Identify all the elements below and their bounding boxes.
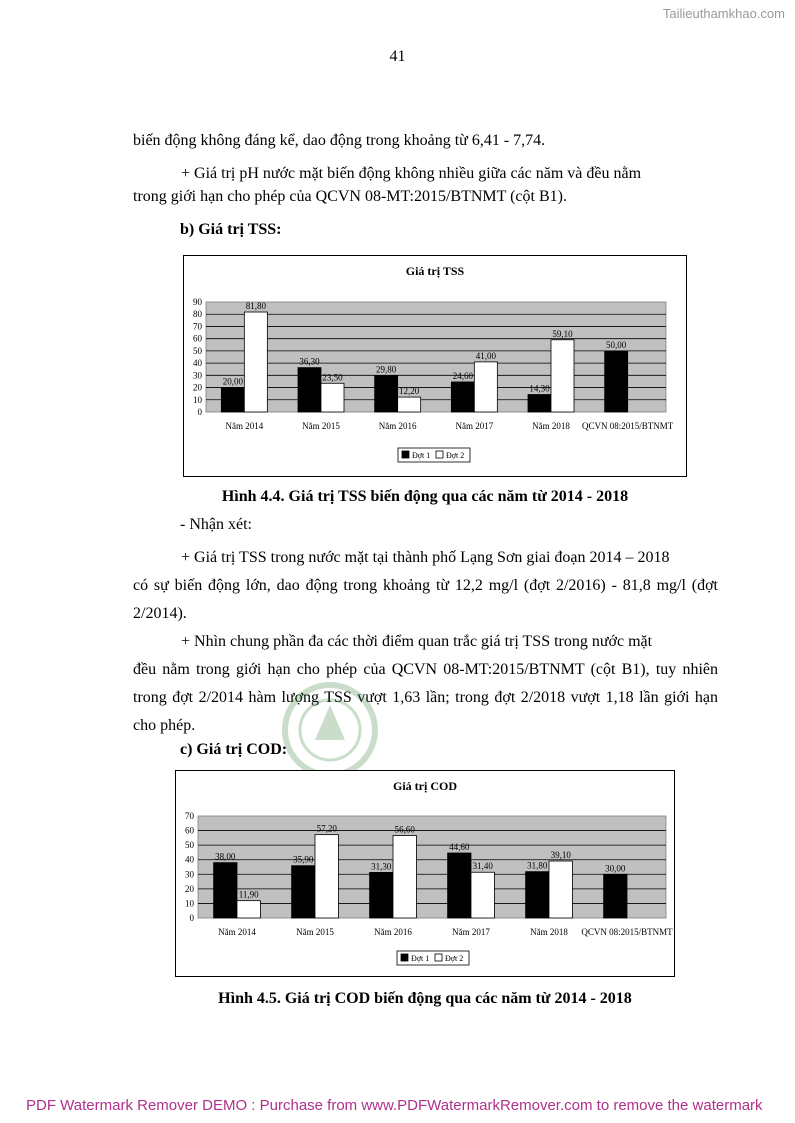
paragraph-ph-line2: trong giới hạn cho phép của QCVN 08-MT:2015/BTNMT (cột B1).: [133, 188, 567, 205]
tss-chart-title: Giá trị TSS: [405, 264, 465, 278]
cod-y-tick-label: 60: [185, 825, 194, 836]
tss-y-tick-label: 20: [193, 382, 202, 393]
cod-y-tick-label: 0: [189, 913, 194, 923]
tss-x-label: Năm 2015: [302, 421, 340, 431]
tss-bar-1: [298, 368, 321, 412]
cod-data-label: 31,80: [527, 860, 548, 871]
tss-data-label: 59,10: [552, 328, 573, 339]
cod-bar-2: [237, 901, 260, 918]
cod-bar-1: [604, 874, 627, 918]
cod-legend-swatch-1: [401, 954, 408, 961]
cod-y-tick-label: 50: [185, 840, 194, 851]
watermark-notice: PDF Watermark Remover DEMO : Purchase from www.PDFWatermarkRemover.com to remove the watermark: [26, 1097, 763, 1114]
site-name: Tailieuthamkhao.com: [662, 6, 785, 21]
cod-chart: [175, 770, 675, 977]
cod-bar-1: [214, 863, 237, 918]
tss-y-tick-label: 0: [197, 407, 202, 417]
cod-data-label: 38,00: [215, 851, 236, 862]
heading-tss: b) Giá trị TSS:: [180, 221, 282, 238]
tss-y-tick-label: 10: [193, 394, 202, 405]
paragraph-tss-rest: có sự biến động lớn, dao động trong khoảng từ 12,2 mg/l (đợt 2/2016) - 81,8 mg/l (đợt 2/2014).: [133, 577, 718, 622]
figure-caption-4-4: Hình 4.4. Giá trị TSS biến động qua các năm từ 2014 - 2018: [221, 488, 629, 505]
tss-bar-1: [221, 388, 244, 412]
tss-data-label: 24,60: [452, 370, 473, 381]
tss-x-label: Năm 2014: [225, 421, 264, 431]
figure-caption-4-5: Hình 4.5. Giá trị COD biến động qua các năm từ 2014 - 2018: [218, 990, 632, 1007]
cod-bar-1: [526, 872, 549, 918]
cod-legend-label-1: Đợt 1: [411, 954, 430, 963]
tss-bar-2: [321, 383, 344, 412]
tss-data-label: 81,80: [245, 301, 266, 312]
tss-data-label: 36,30: [299, 356, 320, 367]
heading-cod: c) Giá trị COD:: [180, 741, 288, 758]
remark-label: - Nhận xét:: [180, 516, 252, 533]
cod-data-label: 30,00: [605, 863, 626, 874]
cod-data-label: 35,90: [293, 854, 314, 865]
tss-y-tick-label: 40: [193, 358, 202, 369]
tss-bar-1: [528, 395, 551, 412]
university-seal-watermark: [270, 440, 570, 770]
cod-y-tick-label: 20: [185, 883, 194, 894]
tss-legend-label-2: Đợt 2: [446, 451, 465, 460]
cod-bar-1: [370, 872, 393, 918]
cod-chart-svg: [176, 771, 674, 976]
tss-y-tick-label: 80: [193, 309, 202, 320]
paragraph-ph-range: biến động không đáng kể, dao động trong khoảng từ 6,41 - 7,74.: [133, 132, 546, 149]
cod-x-label: QCVN 08:2015/BTNMT: [581, 927, 673, 937]
cod-x-label: Năm 2016: [374, 927, 412, 937]
tss-bar-1: [451, 382, 474, 412]
tss-data-label: 12,20: [399, 386, 420, 397]
tss-data-label: 50,00: [606, 339, 627, 350]
tss-x-label: Năm 2018: [532, 421, 570, 431]
cod-bar-2: [315, 835, 338, 918]
cod-legend-swatch-2: [435, 954, 442, 961]
tss-y-tick-label: 70: [193, 321, 202, 332]
tss-bar-1: [605, 351, 628, 412]
cod-y-tick-label: 10: [185, 898, 194, 909]
tss-data-label: 23,50: [322, 372, 343, 383]
tss-data-label: 29,80: [376, 364, 397, 375]
tss-y-tick-label: 90: [193, 297, 202, 307]
paragraph-tss-line1: + Giá trị TSS trong nước mặt tại thành phố Lạng Sơn giai đoạn 2014 – 2018: [181, 549, 670, 566]
page-number: 41: [389, 48, 406, 65]
cod-data-label: 31,30: [371, 861, 392, 872]
cod-x-label: Năm 2018: [530, 927, 568, 937]
cod-bar-2: [393, 836, 416, 918]
tss-x-label: Năm 2016: [378, 421, 417, 431]
cod-plot-area: [198, 816, 666, 918]
tss-y-tick-label: 50: [193, 345, 202, 356]
tss-data-label: 20,00: [222, 376, 243, 387]
paragraph-ph-line1: + Giá trị pH nước mặt biến động không nhiều giữa các năm và đều nằm: [181, 165, 642, 182]
tss-data-label: 14,30: [529, 383, 550, 394]
cod-y-tick-label: 70: [185, 811, 194, 821]
cod-legend-label-2: Đợt 2: [445, 954, 464, 963]
cod-bar-1: [292, 866, 315, 918]
cod-legend: [397, 951, 469, 965]
tss-y-tick-label: 60: [193, 333, 202, 344]
paragraph-tss-limit-rest: đều nằm trong giới hạn cho phép của QCVN 08-MT:2015/BTNMT (cột B1), tuy nhiên trong đợt 2/2014 hàm lượng TSS vượt 1,63 lần; trong đợt 2/2018 vượt 1,18 lần giới hạn cho phép.: [133, 661, 718, 734]
tss-bar-2: [551, 340, 574, 412]
cod-data-label: 31,40: [472, 861, 493, 872]
tss-y-tick-label: 30: [193, 370, 202, 381]
cod-x-label: Năm 2015: [296, 927, 334, 937]
tss-bar-2: [398, 397, 421, 412]
cod-y-tick-label: 40: [185, 854, 194, 865]
cod-data-label: 44,60: [449, 842, 470, 853]
tss-bar-2: [474, 362, 497, 412]
tss-bar-2: [244, 312, 267, 412]
cod-data-label: 39,10: [550, 850, 571, 861]
cod-chart-title: Giá trị COD: [393, 779, 457, 793]
tss-legend-label-1: Đợt 1: [412, 451, 431, 460]
cod-data-label: 56,60: [394, 824, 415, 835]
cod-x-label: Năm 2017: [452, 927, 490, 937]
cod-bar-2: [471, 872, 494, 918]
tss-x-label: Năm 2017: [455, 421, 494, 431]
cod-data-label: 57,20: [316, 823, 337, 834]
paragraph-tss-limit-line1: + Nhìn chung phần đa các thời điểm quan trắc giá trị TSS trong nước mặt: [181, 633, 653, 650]
cod-x-label: Năm 2014: [218, 927, 256, 937]
cod-bar-2: [549, 861, 572, 918]
tss-x-label: QCVN 08:2015/BTNMT: [582, 421, 674, 431]
tss-data-label: 41,00: [475, 350, 496, 361]
cod-bar-1: [448, 853, 471, 918]
tss-plot-area: [206, 302, 666, 412]
tss-bar-1: [375, 376, 398, 412]
cod-y-tick-label: 30: [185, 869, 194, 880]
cod-data-label: 11,90: [238, 889, 259, 900]
